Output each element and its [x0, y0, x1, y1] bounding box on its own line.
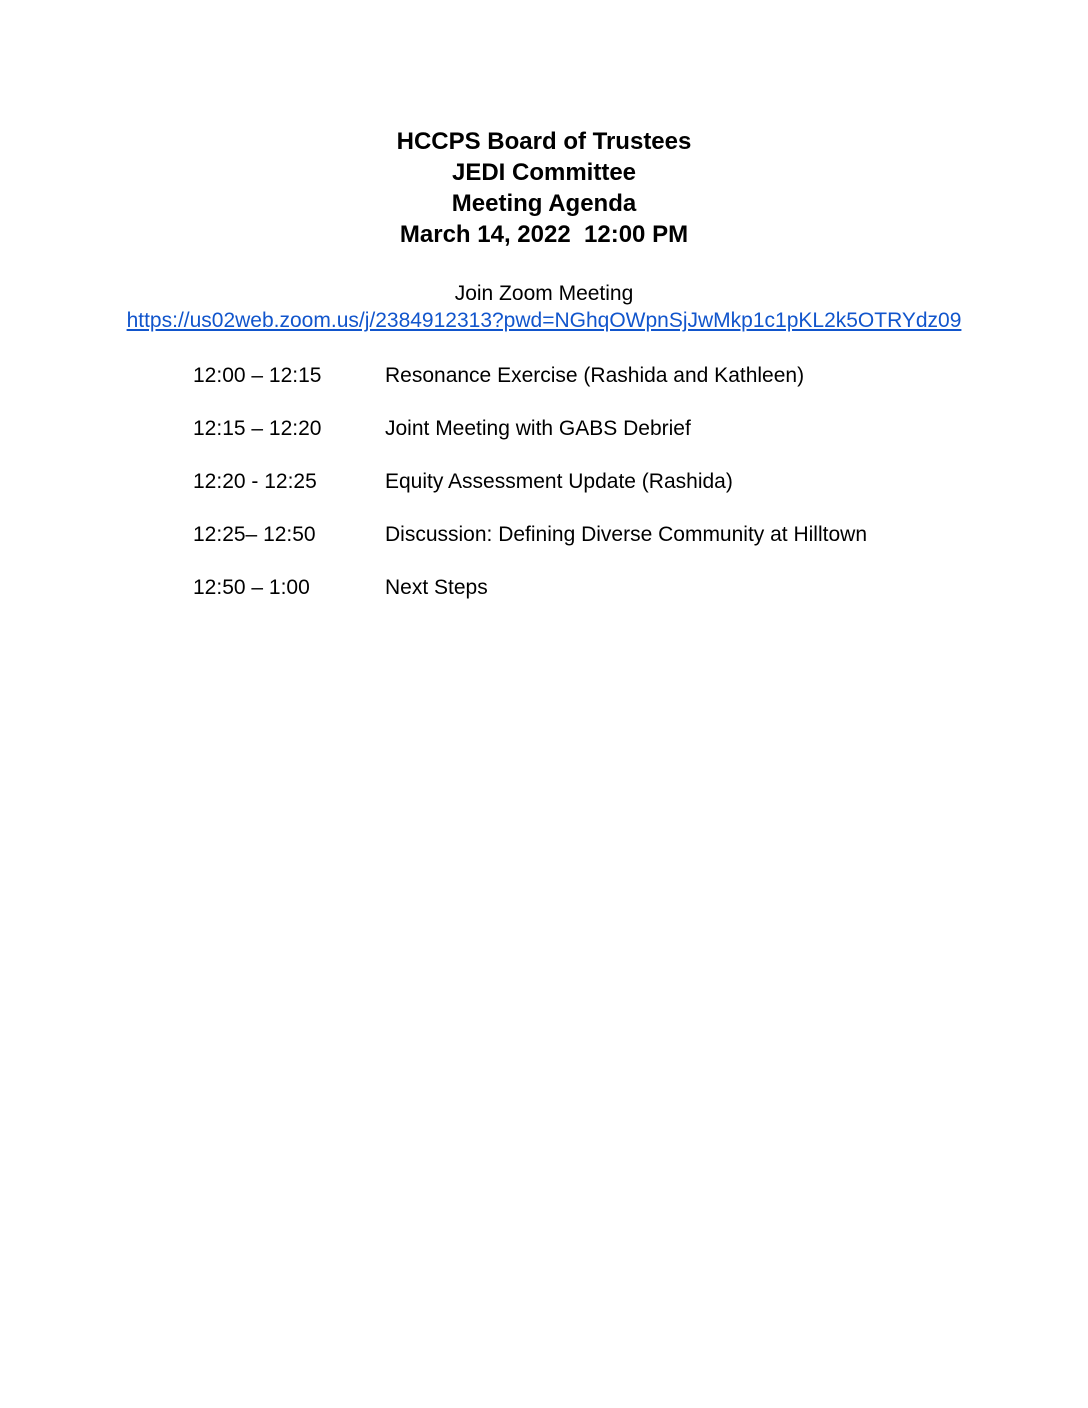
agenda-item: Equity Assessment Update (Rashida): [385, 470, 733, 493]
agenda-item: Joint Meeting with GABS Debrief: [385, 417, 691, 440]
agenda-time: 12:50 – 1:00: [193, 576, 310, 599]
agenda-list: [0, 362, 1088, 601]
doc-title-block: [0, 0, 1088, 250]
agenda-time: 12:20 - 12:25: [193, 470, 317, 493]
agenda-row: [0, 521, 1088, 548]
agenda-row: [0, 574, 1088, 601]
doc-title-committee: JEDI Committee: [451, 159, 637, 186]
agenda-item: Discussion: Defining Diverse Community at Hilltown: [385, 523, 867, 546]
zoom-meeting-block: [0, 280, 1088, 334]
zoom-meeting-heading: Join Zoom Meeting: [454, 282, 634, 305]
agenda-row: [0, 415, 1088, 442]
agenda-item: Resonance Exercise (Rashida and Kathleen): [385, 364, 805, 387]
doc-title-datetime: March 14, 2022 12:00 PM: [399, 221, 689, 248]
agenda-time: 12:25– 12:50: [193, 523, 316, 546]
doc-title-org: HCCPS Board of Trustees: [396, 128, 692, 155]
doc-title-type: Meeting Agenda: [451, 190, 637, 217]
agenda-row: [0, 468, 1088, 495]
agenda-row: [0, 362, 1088, 389]
zoom-meeting-link[interactable]: https://us02web.zoom.us/j/2384912313?pwd=NGhqOWpnSjJwMkp1c1pKL2k5OTRYdz09: [126, 309, 962, 332]
agenda-time: 12:00 – 12:15: [193, 364, 322, 387]
agenda-item: Next Steps: [385, 576, 488, 599]
agenda-time: 12:15 – 12:20: [193, 417, 322, 440]
